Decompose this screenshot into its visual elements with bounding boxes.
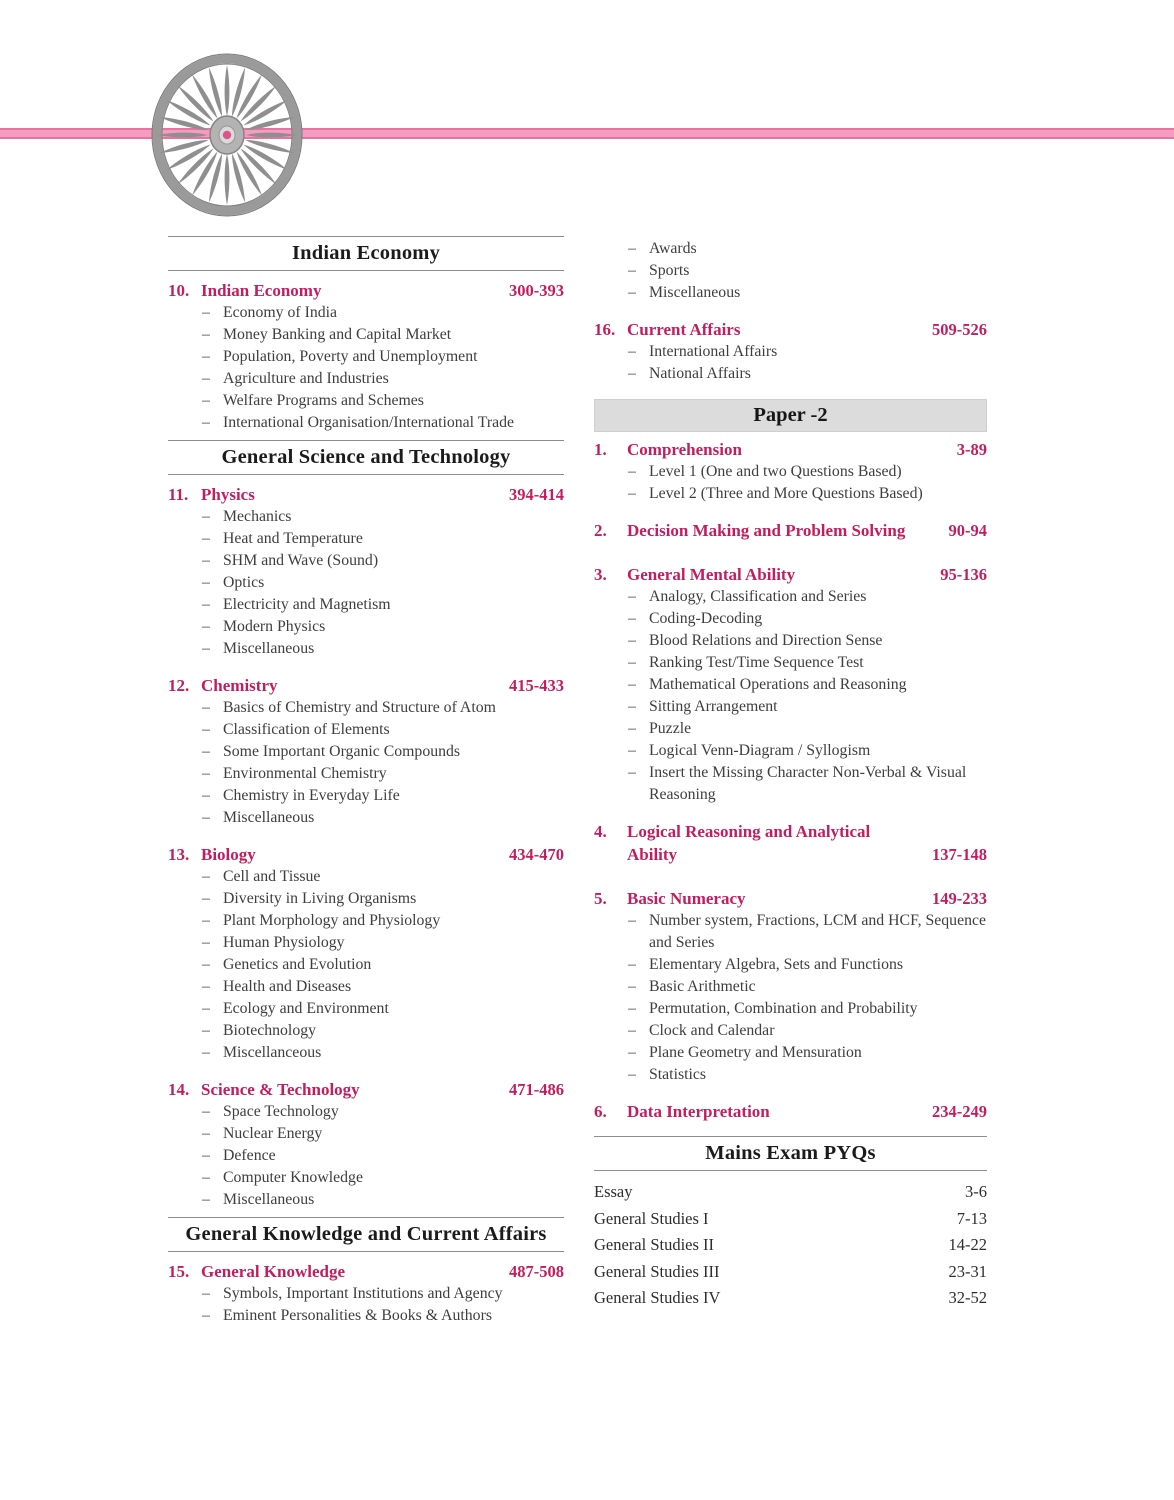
dash-glyph: – (628, 764, 636, 781)
chapter-entry (168, 674, 564, 829)
toc-subitem-label: Coding-Decoding (649, 610, 763, 627)
dash-glyph: – (202, 912, 210, 929)
dash-glyph: – (202, 640, 210, 657)
toc-subitem-label: Symbols, Important Institutions and Agency (223, 1285, 503, 1302)
toc-subitem (168, 1101, 564, 1123)
toc-subitem-label: Permutation, Combination and Probability (649, 1000, 918, 1017)
toc-subitem-label: Miscellaneous (223, 1191, 315, 1208)
chapter-number: 14. (168, 1080, 190, 1099)
chapter-title-row (168, 483, 564, 506)
chapter-number: 3. (594, 565, 607, 584)
chapter-title: Logical Reasoning and Analytical (627, 822, 871, 841)
dash-glyph: – (628, 720, 636, 737)
chapter-entry (168, 843, 564, 1064)
dash-glyph: – (628, 1000, 636, 1017)
section-header: Mains Exam PYQs (594, 1136, 987, 1171)
dash-glyph: – (628, 698, 636, 715)
toc-subitem (168, 976, 564, 998)
chapter-title-line2: Ability (627, 845, 678, 864)
dash-glyph: – (202, 956, 210, 973)
dash-glyph: – (202, 765, 210, 782)
toc-subitem (594, 696, 987, 718)
toc-subitem-label: Electricity and Magnetism (223, 596, 391, 613)
chapter-page-range: 471-486 (509, 1080, 564, 1099)
chapter-title: Indian Economy (201, 281, 322, 300)
toc-subitem (168, 412, 564, 434)
toc-subitem-label: Diversity in Living Organisms (223, 890, 417, 907)
toc-subitem-label: Computer Knowledge (223, 1169, 363, 1186)
dash-glyph: – (628, 978, 636, 995)
dash-glyph: – (202, 1044, 210, 1061)
toc-subitem-label: Clock and Calendar (649, 1022, 775, 1039)
dash-glyph: – (628, 610, 636, 627)
dash-glyph: – (202, 890, 210, 907)
toc-subitem (594, 652, 987, 674)
dash-glyph: – (628, 1044, 636, 1061)
toc-subitem-label: Chemistry in Everyday Life (223, 787, 400, 804)
dash-glyph: – (628, 365, 636, 382)
dash-glyph: – (628, 654, 636, 671)
pyq-page-range: 7-13 (956, 1208, 987, 1228)
toc-subitem-label: Eminent Personalities & Books & Authors (223, 1307, 492, 1324)
dash-glyph: – (202, 348, 210, 365)
chapter-entry (594, 563, 987, 806)
toc-subitem-label: Space Technology (223, 1103, 339, 1120)
chapter-page-range: 394-414 (509, 485, 564, 504)
toc-subitem-label: Sports (649, 262, 690, 279)
dash-glyph: – (202, 743, 210, 760)
toc-subitem (594, 674, 987, 696)
pyq-label: General Studies III (594, 1261, 720, 1281)
toc-subitem-label: Logical Venn-Diagram / Syllogism (649, 742, 871, 759)
toc-subitem-label: Some Important Organic Compounds (223, 743, 461, 760)
toc-subitem-label: Population, Poverty and Unemployment (223, 348, 478, 365)
toc-subitem (168, 1167, 564, 1189)
toc-subitem-label: Plant Morphology and Physiology (223, 912, 441, 929)
pyq-row (594, 1285, 987, 1312)
toc-subitem (168, 528, 564, 550)
toc-subitem (594, 998, 987, 1020)
toc-subitem (168, 998, 564, 1020)
chapter-title-row (594, 1100, 987, 1123)
dash-glyph: – (628, 463, 636, 480)
chapter-number: 12. (168, 676, 190, 695)
chapter-number: 2. (594, 521, 607, 540)
chapter-title: Science & Technology (201, 1080, 360, 1099)
dash-glyph: – (628, 676, 636, 693)
chapter-title: General Mental Ability (627, 565, 796, 584)
dash-glyph: – (628, 912, 636, 929)
toc-subitem (594, 483, 987, 505)
dash-glyph: – (628, 284, 636, 301)
chapter-title-row (594, 820, 987, 843)
chapter-entry (594, 1100, 987, 1130)
chapter-number: 13. (168, 845, 190, 864)
chapter-title-row (594, 318, 987, 341)
toc-subitem (168, 1042, 564, 1064)
dash-glyph: – (202, 326, 210, 343)
toc-subitem-label: Level 2 (Three and More Questions Based) (649, 485, 923, 502)
chapter-entry (594, 519, 987, 549)
pyq-label: Essay (594, 1182, 633, 1201)
toc-right-column (594, 236, 987, 1312)
chapter-page-range: 234-249 (932, 1102, 987, 1121)
toc-subitem (594, 608, 987, 630)
chapter-page-range: 95-136 (940, 565, 987, 584)
chapter-number: 5. (594, 889, 607, 908)
toc-subitem-label: Biotechnology (223, 1022, 317, 1039)
toc-subitem-label: International Organisation/International Trade (223, 414, 515, 431)
chapter-title: Current Affairs (627, 320, 741, 339)
toc-subitem-label: Optics (223, 574, 265, 591)
chapter-number: 15. (168, 1262, 190, 1281)
pyq-row (594, 1259, 987, 1286)
chapter-entry (594, 318, 987, 385)
toc-subitem-label: Miscellanceous (223, 1044, 322, 1061)
toc-subitem-label: Statistics (649, 1066, 707, 1083)
toc-subitem (594, 1020, 987, 1042)
pyq-page-range: 32-52 (948, 1288, 987, 1307)
toc-subitem-label: Sitting Arrangement (649, 698, 778, 715)
toc-subitem-label: Awards (649, 240, 697, 257)
chapter-entry (594, 820, 987, 873)
toc-subitem-label: Plane Geometry and Mensuration (649, 1044, 862, 1061)
toc-subitem (168, 302, 564, 324)
section-header: General Science and Technology (168, 440, 564, 475)
chakra-wheel-logo (147, 52, 307, 218)
toc-continuation-items (594, 238, 987, 304)
dash-glyph: – (628, 1066, 636, 1083)
chapter-number: 4. (594, 822, 607, 841)
toc-subitem-label: Money Banking and Capital Market (223, 326, 452, 343)
dash-glyph: – (628, 343, 636, 360)
paper-band-header: Paper -2 (594, 399, 987, 432)
chapter-title-row (168, 279, 564, 302)
dash-glyph: – (202, 1000, 210, 1017)
toc-subitem-label: Welfare Programs and Schemes (223, 392, 424, 409)
toc-subitem (168, 888, 564, 910)
toc-subitem-label: Genetics and Evolution (223, 956, 372, 973)
dash-glyph: – (202, 699, 210, 716)
dash-glyph: – (202, 530, 210, 547)
toc-subitem (594, 1064, 987, 1086)
toc-subitem-label: Defence (223, 1147, 276, 1164)
dash-glyph: – (628, 588, 636, 605)
dash-glyph: – (202, 618, 210, 635)
toc-subitem-label: Health and Diseases (223, 978, 352, 995)
chapter-number: 1. (594, 440, 607, 459)
toc-subitem-label: Miscellaneous (649, 284, 741, 301)
toc-subitem-label: Ranking Test/Time Sequence Test (649, 654, 864, 671)
chapter-title: Physics (201, 485, 255, 504)
dash-glyph: – (202, 1022, 210, 1039)
toc-subitem (168, 866, 564, 888)
toc-subitem (168, 1305, 564, 1327)
toc-subitem-label: National Affairs (649, 365, 751, 382)
chapter-page-range: 509-526 (932, 320, 987, 339)
toc-subitem (594, 1042, 987, 1064)
toc-subitem (594, 282, 987, 304)
chapter-title-row (594, 438, 987, 461)
toc-subitem (168, 807, 564, 829)
toc-subitem-label: Human Physiology (223, 934, 345, 951)
pyq-page-range: 3-6 (965, 1182, 987, 1201)
dash-glyph: – (628, 1022, 636, 1039)
toc-left-column (168, 236, 564, 1327)
pyq-label: General Studies II (594, 1235, 715, 1254)
chapter-page-range: 434-470 (509, 845, 564, 864)
toc-subitem (594, 461, 987, 483)
toc-subitem (594, 954, 987, 976)
toc-subitem (168, 324, 564, 346)
toc-subitem (594, 910, 987, 954)
chapter-title-row (168, 843, 564, 866)
dash-glyph: – (202, 1191, 210, 1208)
chapter-title: Decision Making and Problem Solving (627, 521, 906, 540)
pyq-label: General Studies IV (594, 1288, 721, 1307)
toc-subitem (594, 260, 987, 282)
toc-subitem-label: International Affairs (649, 343, 778, 360)
chapter-title: Biology (201, 845, 256, 864)
toc-subitem-label: Heat and Temperature (223, 530, 363, 547)
dash-glyph: – (202, 414, 210, 431)
chapter-page-range: 90-94 (948, 521, 987, 540)
chapter-number: 11. (168, 485, 189, 504)
toc-subitem (168, 572, 564, 594)
toc-subitem (168, 785, 564, 807)
toc-subitem (594, 762, 987, 806)
toc-subitem (168, 506, 564, 528)
pyq-page-range: 23-31 (948, 1261, 987, 1281)
toc-subitem-label: Insert the Missing Character Non-Verbal & Visual Reasoning (649, 764, 967, 803)
chapter-number: 16. (594, 320, 616, 339)
toc-subitem (594, 363, 987, 385)
toc-subitem (168, 594, 564, 616)
chapter-entry (594, 887, 987, 1086)
toc-subitem-label: Miscellaneous (223, 640, 315, 657)
toc-subitem-label: Basic Arithmetic (649, 978, 756, 995)
dash-glyph: – (202, 508, 210, 525)
toc-subitem-label: Elementary Algebra, Sets and Functions (649, 956, 904, 973)
toc-subitem-label: Economy of India (223, 304, 338, 321)
pyq-list (594, 1179, 987, 1312)
chapter-page-range: 415-433 (509, 676, 564, 695)
toc-subitem-label: Agriculture and Industries (223, 370, 389, 387)
toc-subitem-label: Level 1 (One and two Questions Based) (649, 463, 902, 480)
dash-glyph: – (202, 552, 210, 569)
toc-subitem-label: Basics of Chemistry and Structure of Atom (223, 699, 496, 716)
toc-subitem-label: Number system, Fractions, LCM and HCF, Sequence and Series (649, 912, 987, 951)
dash-glyph: – (202, 978, 210, 995)
dash-glyph: – (202, 370, 210, 387)
pyq-row (594, 1232, 987, 1259)
toc-subitem (168, 616, 564, 638)
toc-subitem (168, 390, 564, 412)
toc-subitem-label: Mathematical Operations and Reasoning (649, 676, 907, 693)
toc-subitem-label: Mechanics (223, 508, 292, 525)
toc-subitem (168, 954, 564, 976)
dash-glyph: – (202, 868, 210, 885)
dash-glyph: – (202, 574, 210, 591)
dash-glyph: – (202, 596, 210, 613)
toc-subitem (168, 1189, 564, 1211)
toc-subitem (168, 719, 564, 741)
toc-subitem (168, 697, 564, 719)
toc-subitem (168, 763, 564, 785)
pyq-row (594, 1179, 987, 1206)
dash-glyph: – (202, 392, 210, 409)
toc-subitem (168, 550, 564, 572)
chapter-page-range: 487-508 (509, 1262, 564, 1281)
toc-subitem-label: Blood Relations and Direction Sense (649, 632, 883, 649)
toc-subitem (168, 910, 564, 932)
chapter-page-range: 300-393 (509, 281, 564, 300)
toc-subitem (594, 238, 987, 260)
chapter-number: 6. (594, 1102, 607, 1121)
pyq-row (594, 1206, 987, 1233)
toc-subitem (168, 932, 564, 954)
toc-subitem (594, 718, 987, 740)
toc-subitem-label: Puzzle (649, 720, 692, 737)
toc-subitem-label: Ecology and Environment (223, 1000, 389, 1017)
dash-glyph: – (628, 956, 636, 973)
dash-glyph: – (202, 721, 210, 738)
chapter-page-range: 137-148 (932, 845, 987, 864)
toc-subitem (168, 368, 564, 390)
dash-glyph: – (202, 1125, 210, 1142)
dash-glyph: – (202, 1307, 210, 1324)
toc-subitem (594, 341, 987, 363)
toc-subitem (594, 740, 987, 762)
pyq-page-range: 14-22 (948, 1235, 987, 1254)
toc-subitem-label: Miscellaneous (223, 809, 315, 826)
toc-subitem (168, 1145, 564, 1167)
toc-subitem-label: Modern Physics (223, 618, 326, 635)
chapter-entry (594, 438, 987, 505)
dash-glyph: – (202, 809, 210, 826)
toc-subitem-label: Nuclear Energy (223, 1125, 323, 1142)
toc-subitem (594, 976, 987, 998)
dash-glyph: – (202, 1147, 210, 1164)
toc-subitem (168, 1020, 564, 1042)
chapter-page-range: 3-89 (956, 440, 987, 459)
dash-glyph: – (202, 1103, 210, 1120)
chapter-title: Data Interpretation (627, 1102, 770, 1121)
chapter-page-range: 149-233 (932, 889, 987, 908)
chapter-title: Comprehension (627, 440, 742, 459)
toc-subitem (594, 586, 987, 608)
toc-subitem (168, 1123, 564, 1145)
dash-glyph: – (628, 632, 636, 649)
chapter-title-row (168, 1078, 564, 1101)
toc-subitem-label: Environmental Chemistry (223, 765, 387, 782)
dash-glyph: – (628, 262, 636, 279)
toc-subitem-label: Classification of Elements (223, 721, 390, 738)
chapter-title: Chemistry (201, 676, 278, 695)
chapter-title-row (594, 563, 987, 586)
toc-subitem (594, 630, 987, 652)
dash-glyph: – (628, 485, 636, 502)
toc-subitem-label: Analogy, Classification and Series (649, 588, 867, 605)
chapter-title: Basic Numeracy (627, 889, 746, 908)
chapter-title-row-2 (594, 843, 987, 866)
toc-subitem (168, 741, 564, 763)
chapter-title-row (594, 519, 987, 542)
chapter-entry (168, 1078, 564, 1211)
toc-subitem (168, 638, 564, 660)
toc-subitem (168, 1283, 564, 1305)
toc-subitem (168, 346, 564, 368)
dash-glyph: – (202, 787, 210, 804)
dash-glyph: – (202, 934, 210, 951)
section-header: Indian Economy (168, 236, 564, 271)
toc-subitem-label: Cell and Tissue (223, 868, 321, 885)
chapter-entry (168, 1260, 564, 1327)
section-header: General Knowledge and Current Affairs (168, 1217, 564, 1252)
dash-glyph: – (628, 240, 636, 257)
chapter-title-row (168, 674, 564, 697)
dash-glyph: – (202, 1285, 210, 1302)
chapter-entry (168, 483, 564, 660)
chapter-title-row (168, 1260, 564, 1283)
dash-glyph: – (628, 742, 636, 759)
chapter-entry (168, 279, 564, 434)
dash-glyph: – (202, 1169, 210, 1186)
chapter-number: 10. (168, 281, 190, 300)
chapter-title-row (594, 887, 987, 910)
chapter-title: General Knowledge (201, 1262, 346, 1281)
toc-subitem-label: SHM and Wave (Sound) (223, 552, 379, 569)
dash-glyph: – (202, 304, 210, 321)
pyq-label: General Studies I (594, 1208, 709, 1228)
